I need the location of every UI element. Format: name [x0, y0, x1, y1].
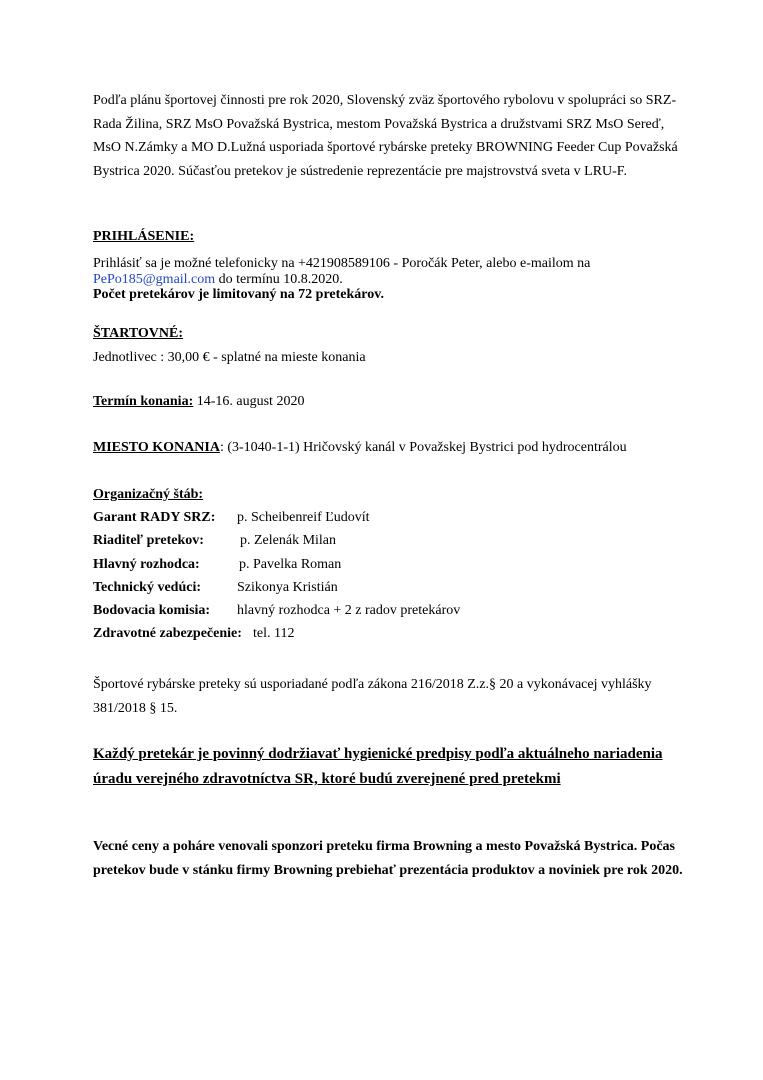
registration-limit: Počet pretekárov je limitovaný na 72 pretekárov.	[93, 287, 384, 302]
staff-value-medical: tel. 112	[253, 626, 295, 641]
venue-row	[93, 440, 627, 456]
staff-label-medical: Zdravotné zabezpečenie:	[93, 626, 242, 641]
registration-email-line	[93, 272, 590, 288]
staff-label-referee: Hlavný rozhodca:	[93, 557, 200, 572]
sponsors-paragraph: Vecné ceny a poháre venovali sponzori preteku firma Browning a mesto Považská Bystrica. Počas pretekov bude v stánku firmy Browning prebiehať prezentácia produktov a noviniek pre rok 2020.	[93, 839, 683, 878]
date-row	[93, 394, 304, 410]
registration-phone-line: Prihlásiť sa je možné telefonicky na +421908589106 - Poročák Peter, alebo e-mailom na	[93, 256, 591, 271]
staff-value-scoring: hlavný rozhodca + 2 z radov pretekárov	[237, 603, 461, 618]
venue-value: : (3-1040-1-1) Hričovský kanál v Považskej Bystrici pod hydrocentrálou	[219, 440, 627, 455]
fee-heading: ŠTARTOVNÉ:	[93, 326, 184, 341]
date-value: 14-16. august 2020	[193, 394, 305, 409]
registration-deadline: do termínu 10.8.2020.	[215, 271, 343, 287]
venue-label: MIESTO KONANIA	[93, 440, 220, 455]
intro-paragraph	[93, 89, 693, 183]
staff-value-referee: p. Pavelka Roman	[239, 557, 342, 572]
intro-text: Podľa plánu športovej činnosti pre rok 2020, Slovenský zväz športového rybolovu v spolupráci so SRZ-Rada Žilina, SRZ MsO Považská Bystrica, mestom Považská Bystrica a družstvami SRZ MsO Sereď, MsO N.Zámky a MO D.Lužná usporiada športové rybárske preteky BROWNING Feeder Cup Považská Bystrica 2020. Súčasťou pretekov je sústredenie reprezentácie pre majstrovstvá sveta v LRU-F.	[93, 93, 678, 179]
staff-value-garant: p. Scheibenreif Ľudovít	[237, 510, 370, 525]
email-link[interactable]: PePo185@gmail.com	[93, 271, 216, 287]
staff-value-director: p. Zelenák Milan	[240, 533, 337, 548]
date-label: Termín konania:	[93, 394, 194, 409]
staff-label-technical: Technický vedúci:	[93, 580, 201, 595]
hygiene-notice: Každý pretekár je povinný dodržiavať hygienické predpisy podľa aktuálneho nariadenia úradu verejného zdravotníctva SR, ktoré budú zverejnené pred pretekmi	[93, 746, 663, 787]
law-paragraph: Športové rybárske preteky sú usporiadané podľa zákona 216/2018 Z.z.§ 20 a vykonávacej vyhlášky 381/2018 § 15.	[93, 677, 652, 716]
staff-label-director: Riaditeľ pretekov:	[93, 533, 204, 548]
staff-heading: Organizačný štáb:	[93, 487, 204, 502]
registration-heading: PRIHLÁSENIE:	[93, 229, 195, 244]
staff-value-technical: Szikonya Kristián	[237, 580, 338, 595]
registration-block	[93, 256, 590, 303]
staff-label-garant: Garant RADY SRZ:	[93, 510, 216, 525]
fee-text: Jednotlivec : 30,00 € - splatné na mieste konania	[93, 350, 366, 365]
staff-label-scoring: Bodovacia komisia:	[93, 603, 211, 618]
